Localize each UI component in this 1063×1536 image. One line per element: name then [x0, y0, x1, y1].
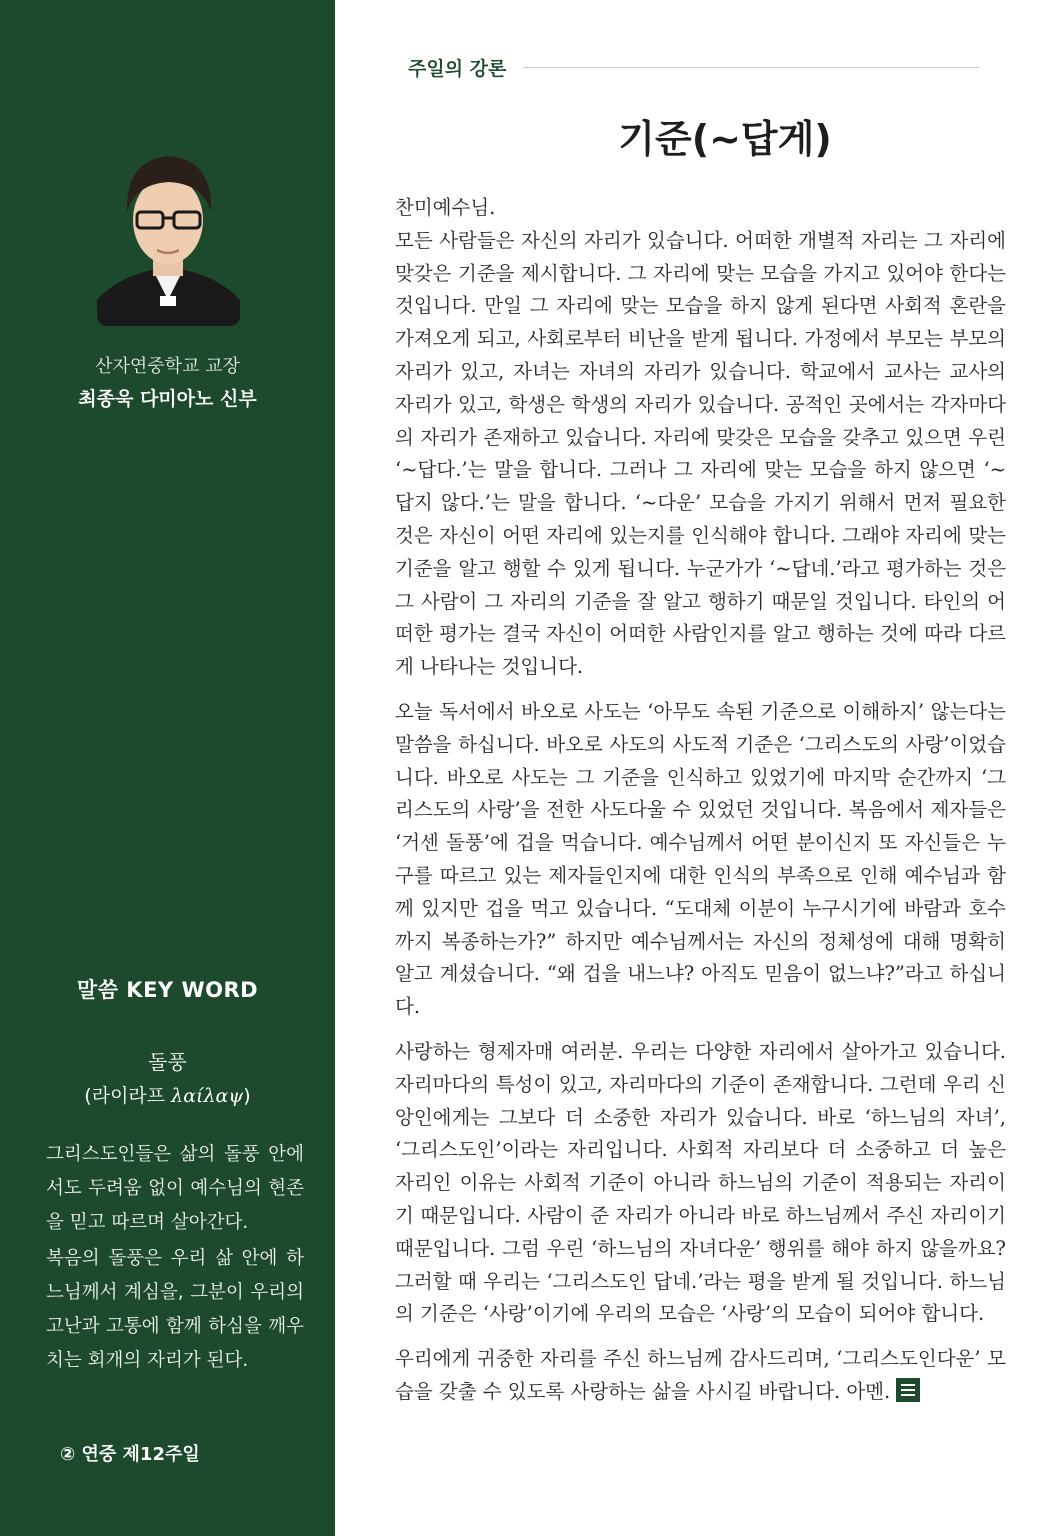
- body-paragraph: [395, 1343, 1006, 1409]
- keyword-desc-paragraph: 그리스도인들은 삶의 돌풍 안에서도 두려움 없이 예수님의 현존을 믿고 따르며 살아간다.: [46, 1144, 304, 1233]
- keyword-heading: 말씀 KEY WORD: [76, 978, 259, 1002]
- body-paragraph: 찬미예수님.: [395, 196, 496, 219]
- keyword-transliteration: [0, 1081, 335, 1108]
- keyword-translit-prefix: (라이라프: [84, 1085, 172, 1107]
- author-name: 최종욱 다미아노 신부: [78, 388, 257, 410]
- homily-body: [395, 192, 1006, 1421]
- main-content: [335, 0, 1063, 1536]
- keyword-description: [46, 1138, 304, 1380]
- body-paragraph: 모든 사람들은 자신의 자리가 있습니다. 어떠한 개별적 자리는 그 자리에 맞갖은 기준을 제시합니다. 그 자리에 맞는 모습을 가지고 있어야 한다는 것입니다. 만일 그 자리에 맞는 모습을 하지 않게 된다면 사회적 혼란을 가져오게 되고, 사회로부터 비난을 받게 됩니다. 가정에서 부모는 부모의 자리가 있고, 자녀는 자녀의 자리가 있습니다. 학교에서 교사는 교사의 자리가 있고, 학생은 학생의 자리가 있습니다. 공적인 곳에서는 각자마다의 자리가 존재하고 있습니다. 자리에 맞갖은 모습을 갖추고 있으면 우린 ‘~답다.’는 말을 합니다. 그러나 그 자리에 맞는 모습을 하지 않으면 ‘~답지 않다.’는 말을 합니다. ‘~다운’ 모습을 가지기 위해서 먼저 필요한 것은 자신이 어떤 자리에 있는지를 인식해야 합니다. 그래야 자리에 맞는 기준을 알고 행할 수 있게 됩니다. 누군가가 ‘~답네.’라고 평가하는 것은 그 사람이 그 자리의 기준을 잘 알고 행하기 때문일 것입니다. 타인의 어떠한 평가는 결국 자신이 어떠한 사람인지를 알고 행하는 것에 따라 다르게 나타나는 것입니다.: [395, 228, 1006, 679]
- author-role: 산자연중학교 교장: [95, 356, 240, 377]
- keyword-greek: λαίλαψ: [171, 1085, 244, 1107]
- week-label: ② 연중 제12주일: [60, 1444, 200, 1465]
- body-paragraph: 오늘 독서에서 바오로 사도는 ‘아무도 속된 기준으로 이해하지’ 않는다는 말씀을 하십니다. 바오로 사도의 사도적 기준은 ‘그리스도의 사랑’이었습니다. 바오로 사도는 그 기준을 인식하고 있었기에 마지막 순간까지 ‘그리스도의 사랑’을 전한 사도다울 수 있었던 것입니다. 복음에서 제자들은 ‘거센 돌풍’에 겁을 먹습니다. 예수님께서 어떤 분이신지 또 자신들은 누구를 따르고 있는 제자들인지에 대한 인식의 부족으로 인해 예수님과 함께 있지만 겁을 먹고 있습니다. “도대체 이분이 누구시기에 바람과 호수까지 복종하는가?” 하지만 예수님께서는 자신의 정체성에 대해 명확히 알고 계셨습니다. “왜 겁을 내느냐? 아직도 믿음이 없느냐?”라고 하십니다.: [395, 699, 1006, 1019]
- keyword-word: 돌풍: [148, 1050, 187, 1074]
- closing-text: 우리에게 귀중한 자리를 주신 하느님께 감사드리며, ‘그리스도인다운’ 모습을 갖출 수 있도록 사랑하는 삶을 사시길 바랍니다. 아멘.: [395, 1347, 1006, 1403]
- body-paragraph: 사랑하는 형제자매 여러분. 우리는 다양한 자리에서 살아가고 있습니다. 자리마다의 특성이 있고, 자리마다의 기준이 존재합니다. 그런데 우리 신앙인에게는 그보다 더 소중한 자리가 있습니다. 바로 ‘하느님의 자녀’, ‘그리스도인’이라는 자리입니다. 사회적 자리보다 더 소중하고 더 높은 자리인 이유는 사회적 기준이 아니라 하느님의 기준이 적용되는 자리이기 때문입니다. 사람이 준 자리가 아니라 바로 하느님께서 주신 자리이기 때문입니다. 그럼 우린 ‘하느님의 자녀다운’ 행위를 해야 하지 않을까요? 그러할 때 우리는 ‘그리스도인 답네.’라는 평을 받게 될 것입니다. 하느님의 기준은 ‘사랑’이기에 우리의 모습은 ‘사랑’의 모습이 되어야 합니다.: [395, 1039, 1006, 1326]
- page-title: 기준(~답게): [618, 117, 832, 161]
- sidebar: [0, 0, 335, 1536]
- keyword-translit-suffix: ): [243, 1085, 251, 1107]
- author-portrait: [97, 150, 240, 326]
- keyword-desc-paragraph: 복음의 돌풍은 우리 삶 안에 하느님께서 계심을, 그분이 우리의 고난과 고통에 함께 하심을 깨우치는 회개의 자리가 된다.: [46, 1248, 304, 1371]
- end-mark-icon: [896, 1378, 920, 1402]
- section-divider: [523, 67, 979, 68]
- section-label: 주일의 강론: [408, 58, 507, 80]
